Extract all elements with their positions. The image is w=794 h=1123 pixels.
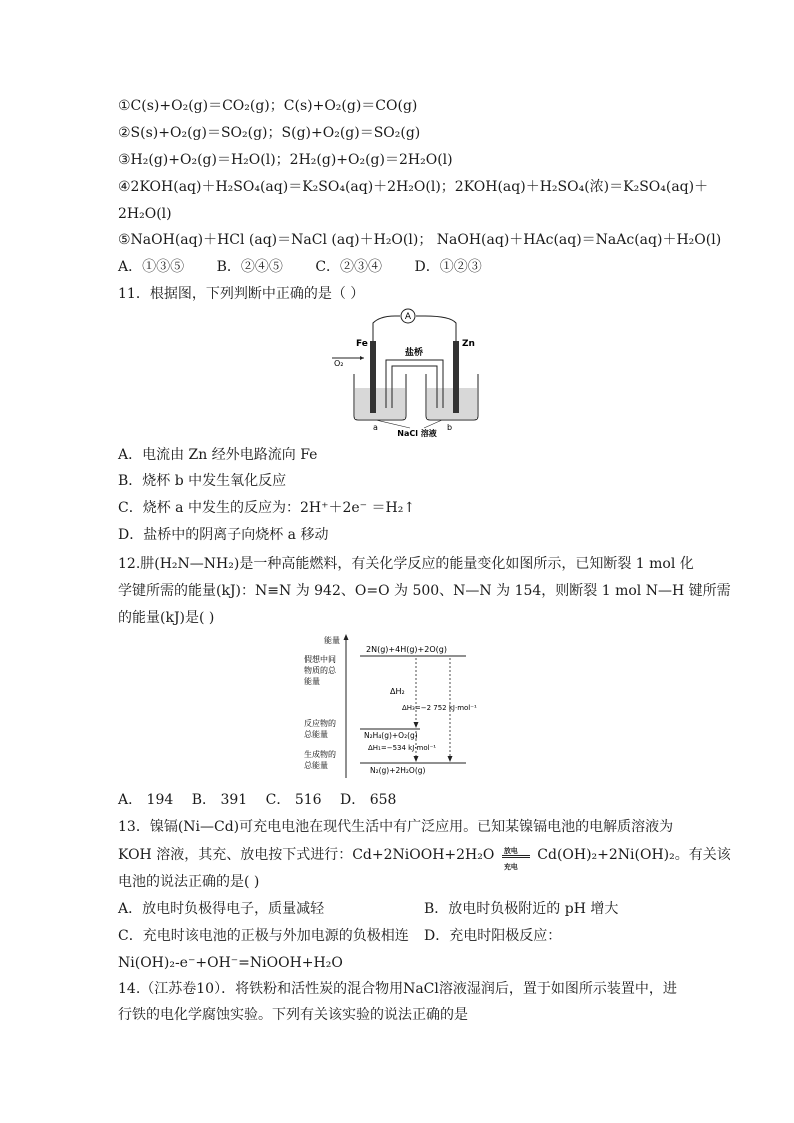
q10-answer-options: [118, 258, 510, 276]
q11-option-a[interactable]: A．电流由 Zn 经外电路流向 Fe: [118, 447, 318, 463]
q13-reversible-arrow: [499, 846, 533, 871]
q13-arrow-bottom-label: 充电: [503, 862, 518, 871]
fe-label: Fe: [356, 339, 368, 349]
q10-line-4: ④2KOH(aq)＋H₂SO₄(aq)＝K₂SO₄(aq)＋2H₂O(l)；2KOH(aq)＋H₂SO₄(浓)＝K₂SO₄(aq)＋: [118, 179, 709, 195]
product-formula: N₂(g)+2H₂O(g): [370, 766, 426, 775]
nacl-solution-label: NaCl 溶液: [397, 429, 437, 438]
wire-left: [373, 316, 400, 343]
wire-right: [416, 316, 456, 343]
q10-option-c[interactable]: C．②③④: [315, 259, 383, 275]
q13-option-a[interactable]: A．放电时负极得电子，质量减轻: [118, 901, 325, 917]
q12-line-3: 的能量(kJ)是( ): [118, 610, 215, 626]
q12-line-1: 12.肼(H₂N—NH₂)是一种高能燃料，有关化学反应的能量变化如图所示，已知断裂 1 mol 化: [118, 556, 694, 572]
dh1-label: ΔH₁=−534 kJ·mol⁻¹: [368, 744, 437, 752]
beaker-a-label: a: [373, 423, 378, 432]
salt-bridge-label: 盐桥: [404, 348, 424, 358]
q12-option-c[interactable]: C． 516: [265, 792, 322, 808]
q13-arrow-top-label: 放电: [503, 846, 518, 855]
galvanic-cell-figure: [330, 308, 480, 438]
q10-line-1: ①C(s)+O₂(g)＝CO₂(g)；C(s)+O₂(g)＝CO(g): [118, 98, 418, 114]
q13-line-2: [118, 846, 731, 871]
q13-equation-right: Cd(OH)₂+2Ni(OH)₂。有关该: [537, 847, 731, 863]
q10-line-2: ②S(s)+O₂(g)＝SO₂(g)；S(g)+O₂(g)＝SO₂(g): [118, 125, 421, 141]
q11-option-d[interactable]: D．盐桥中的阴离子向烧杯 a 移动: [118, 527, 329, 543]
q10-line-3: ③H₂(g)+O₂(g)＝H₂O(l)；2H₂(g)+O₂(g)＝2H₂O(l): [118, 152, 453, 168]
beaker-b-label: b: [447, 423, 453, 432]
reactant-label-2: 总能量: [304, 730, 328, 739]
q11-option-c[interactable]: C．烧杯 a 中发生的反应为：2H⁺＋2e⁻ ＝H₂↑: [118, 500, 416, 516]
q11-option-b[interactable]: B．烧杯 b 中发生氧化反应: [118, 473, 287, 489]
intermediate-formula: 2N(g)+4H(g)+2O(g): [366, 645, 447, 654]
q13-line-1: 13．镍镉(Ni—Cd)可充电电池在现代生活中有广泛应用。已知某镍镉电池的电解质溶液为: [118, 819, 674, 835]
dh3-label: ΔH₃=−2 752 kJ·mol⁻¹: [402, 704, 477, 712]
q11-stem: 11．根据图，下列判断中正确的是（ ）: [118, 286, 365, 302]
q13-equation-left: KOH 溶液，其充、放电按下式进行：Cd+2NiOOH+2H₂O: [118, 847, 495, 863]
ammeter-label: A: [404, 312, 412, 322]
zn-label: Zn: [462, 339, 475, 349]
q13-option-d-equation: Ni(OH)₂-e⁻+OH⁻=NiOOH+H₂O: [118, 955, 343, 971]
q12-option-b[interactable]: B． 391: [191, 792, 248, 808]
dh2-label: ΔH₂: [390, 687, 405, 696]
q10-option-a[interactable]: A．①③⑤: [118, 259, 185, 275]
reactant-formula: N₂H₄(g)+O₂(g): [364, 731, 418, 740]
product-label-1: 生成物的: [304, 750, 336, 759]
q14-line-1: 14.（江苏卷10）．将铁粉和活性炭的混合物用NaCl溶液湿润后，置于如图所示装置中，进: [118, 981, 677, 997]
intermediate-label-1: 假想中间: [304, 655, 336, 664]
q12-line-2: 学键所需的能量(kJ)：N≡N 为 942、O=O 为 500、N—N 为 154，则断裂 1 mol N—H 键所需: [118, 583, 731, 599]
q13-option-d[interactable]: D．充电时阳极反应：: [424, 928, 562, 944]
q10-option-b[interactable]: B．②④⑤: [216, 259, 283, 275]
q13-option-b[interactable]: B．放电时负极附近的 pH 增大: [424, 901, 619, 917]
product-label-2: 总能量: [304, 761, 328, 770]
reactant-label-1: 反应物的: [304, 719, 336, 728]
q10-option-d[interactable]: D．①②③: [414, 259, 482, 275]
q13-option-c[interactable]: C．充电时该电池的正极与外加电源的负极相连: [118, 928, 409, 944]
q12-option-d[interactable]: D． 658: [340, 792, 397, 808]
o2-label: O₂: [334, 359, 344, 368]
q14-line-2: 行铁的电化学腐蚀实验。下列有关该实验的说法正确的是: [118, 1007, 468, 1023]
energy-diagram-figure: [298, 632, 498, 780]
intermediate-label-3: 能量: [304, 677, 320, 686]
q12-answer-options: [118, 791, 424, 809]
energy-axis-label: 能量: [324, 636, 340, 645]
q12-option-a[interactable]: A． 194: [118, 792, 174, 808]
q13-line-3: 电池的说法正确的是( ): [118, 874, 260, 890]
intermediate-label-2: 物质的总: [304, 666, 336, 675]
q10-line-5: ⑤NaOH(aq)＋HCl (aq)＝NaCl (aq)＋H₂O(l)； NaOH(aq)＋HAc(aq)＝NaAc(aq)＋H₂O(l): [118, 232, 722, 248]
q10-line-4-cont: 2H₂O(l): [118, 206, 172, 222]
